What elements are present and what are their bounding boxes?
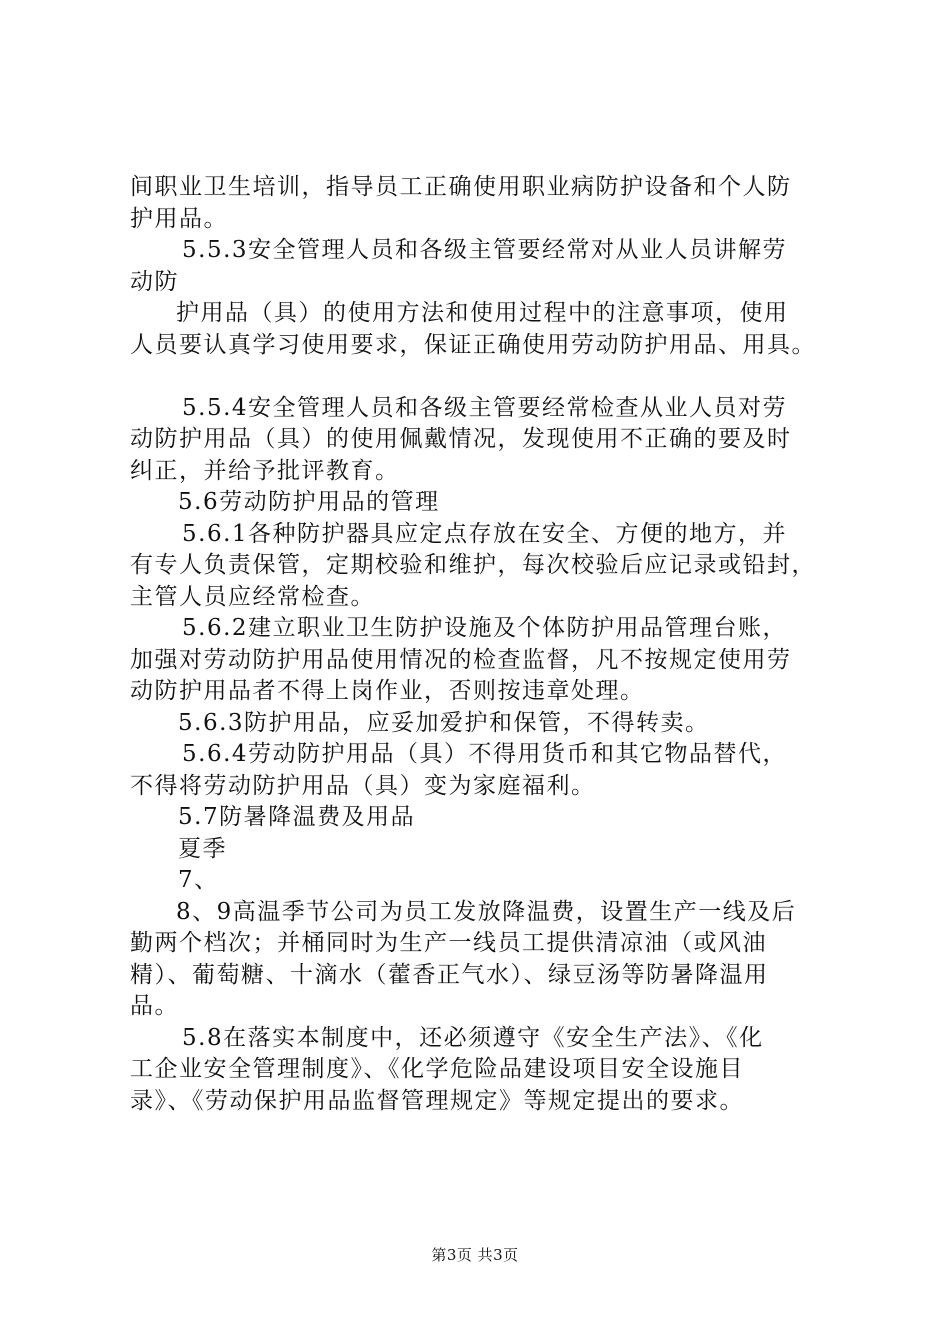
clause-5-6-1: 5.6.1各种防护器具应定点存放在安全、方便的地方，并 [182, 520, 788, 547]
clause-5-5-4: 5.5.4安全管理人员和各级主管要经常检查从业人员对劳 [182, 394, 788, 421]
text-line: 夏季 [178, 835, 227, 862]
section-heading-5-6: 5.6劳动防护用品的管理 [178, 489, 440, 515]
text-line: 人员要认真学习使用要求，保证正确使用劳动防护用品、用具。 [130, 331, 816, 358]
text-line: 动防护用品（具）的使用佩戴情况，发现使用不正确的要及时 [130, 426, 792, 452]
section-heading-5-7: 5.7防暑降温费及用品 [178, 804, 416, 830]
text-line: 护用品（具）的使用方法和使用过程中的注意事项，使用 [176, 300, 789, 326]
blank-line [130, 361, 850, 393]
text-line: 7、 [178, 867, 219, 893]
clause-5-6-4: 5.6.4劳动防护用品（具）不得用货币和其它物品替代， [182, 741, 788, 767]
text-line: 录》、《劳动保护用品监督管理规定》等规定提出的要求。 [130, 1087, 744, 1114]
clause-5-6-2: 5.6.2建立职业卫生防护设施及个体防护用品管理台账， [182, 615, 788, 641]
text-line: 有专人负责保管，定期校验和维护，每次校验后应记录或铅封， [130, 552, 816, 578]
clause-5-5-3: 5.5.3安全管理人员和各级主管要经常对从业人员讲解劳 [182, 237, 788, 263]
clause-5-8: 5.8在落实本制度中，还必须遵守《安全生产法》、《化 [182, 1024, 764, 1051]
document-body [130, 172, 850, 1117]
text-line: 精）、葡萄糖、十滴水（藿香正气水）、绿豆汤等防暑降温用 [130, 961, 769, 988]
text-line: 纠正，并给予批评教育。 [130, 457, 400, 484]
text-line: 工企业安全管理制度》、《化学危险品建设项目安全设施目 [130, 1056, 744, 1082]
text-line: 动防护用品者不得上岗作业，否则按违章处理。 [130, 678, 645, 704]
text-line: 勤两个档次；并桶同时为生产一线员工提供清凉油（或风油 [130, 930, 767, 956]
text-line: 动防 [130, 268, 179, 295]
text-line: 品。 [130, 993, 179, 1019]
text-line: 护用品。 [130, 205, 228, 232]
text-line: 加强对劳动防护用品使用情况的检查监督，凡不按规定使用劳 [130, 646, 792, 673]
text-line: 主管人员应经常检查。 [130, 583, 375, 610]
text-line: 间职业卫生培训，指导员工正确使用职业病防护设备和个人防 [130, 174, 792, 200]
clause-8-9: 8、9高温季节公司为员工发放降温费，设置生产一线及后 [176, 898, 797, 925]
text-line: 不得将劳动防护用品（具）变为家庭福利。 [130, 772, 596, 799]
clause-5-6-3: 5.6.3防护用品，应妥加爱护和保管，不得转卖。 [178, 709, 710, 736]
page-number-footer: 第3页 共3页 [431, 1246, 519, 1264]
